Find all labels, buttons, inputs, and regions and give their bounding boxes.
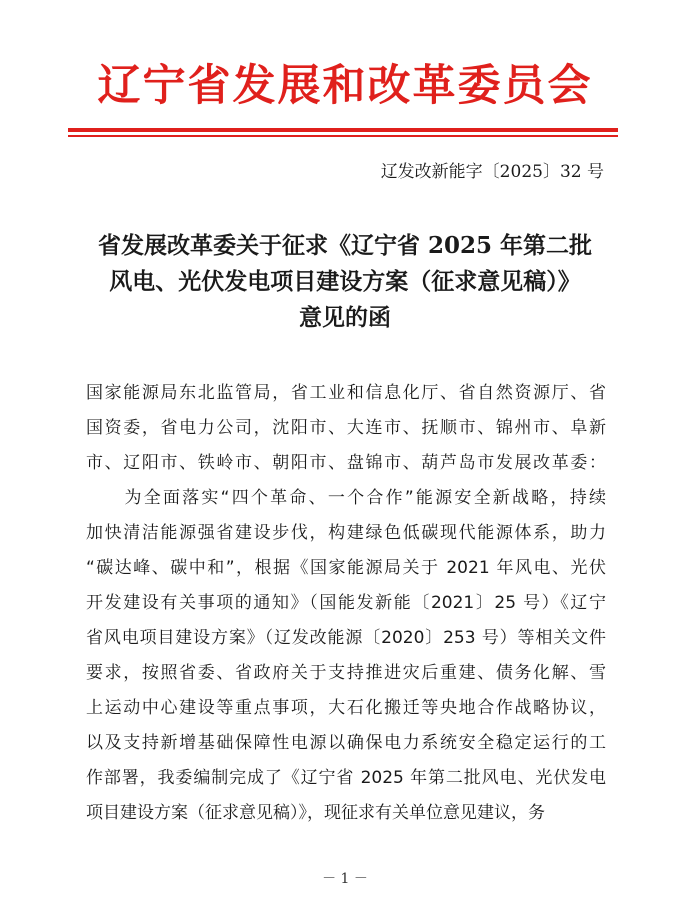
title-line: 意见的函 xyxy=(299,304,391,331)
title-line: 省发展改革委关于征求《辽宁省 2025 年第二批 xyxy=(97,232,593,259)
body-line: 作部署，我委编制完成了《辽宁省 2025 年第二批风电、光伏发电 xyxy=(86,768,606,788)
page-number: － 1 － xyxy=(322,871,368,887)
body-line: 以及支持新增基础保障性电源以确保电力系统安全稳定运行的工 xyxy=(86,733,606,753)
document-number: 辽发改新能字〔2025〕32 号 xyxy=(380,162,604,182)
organization-header: 辽宁省发展和改革委员会 xyxy=(97,61,593,111)
title-line: 风电、光伏发电项目建设方案（征求意见稿）》 xyxy=(109,268,581,295)
body-line: 国家能源局东北监管局，省工业和信息化厅、省自然资源厅、省 xyxy=(86,383,606,403)
document-body xyxy=(86,376,606,831)
body-line: 开发建设有关事项的通知》（国能发新能〔2021〕25 号）《辽宁 xyxy=(86,593,606,613)
body-line: 上运动中心建设等重点事项，大石化搬迁等央地合作战略协议， xyxy=(86,698,606,718)
body-line: “碳达峰、碳中和”，根据《国家能源局关于 2021 年风电、光伏 xyxy=(86,558,606,578)
body-line: 国资委，省电力公司，沈阳市、大连市、抚顺市、锦州市、阜新 xyxy=(86,418,606,438)
body-line: 加快清洁能源强省建设步伐，构建绿色低碳现代能源体系，助力 xyxy=(86,523,606,543)
body-line: 省风电项目建设方案》（辽发改能源〔2020〕253 号）等相关文件 xyxy=(86,628,606,648)
body-line: 为全面落实“四个革命、一个合作”能源安全新战略，持续 xyxy=(86,488,606,508)
body-line: 项目建设方案（征求意见稿）》，现征求有关单位意见建议，务 xyxy=(86,803,545,823)
body-line: 市、辽阳市、铁岭市、朝阳市、盘锦市、葫芦岛市发展改革委： xyxy=(86,453,606,473)
document-title xyxy=(60,228,630,336)
header-rule-thick xyxy=(68,128,618,132)
body-line: 要求，按照省委、省政府关于支持推进灾后重建、债务化解、雪 xyxy=(86,663,606,683)
header-rule-thin xyxy=(68,135,618,137)
